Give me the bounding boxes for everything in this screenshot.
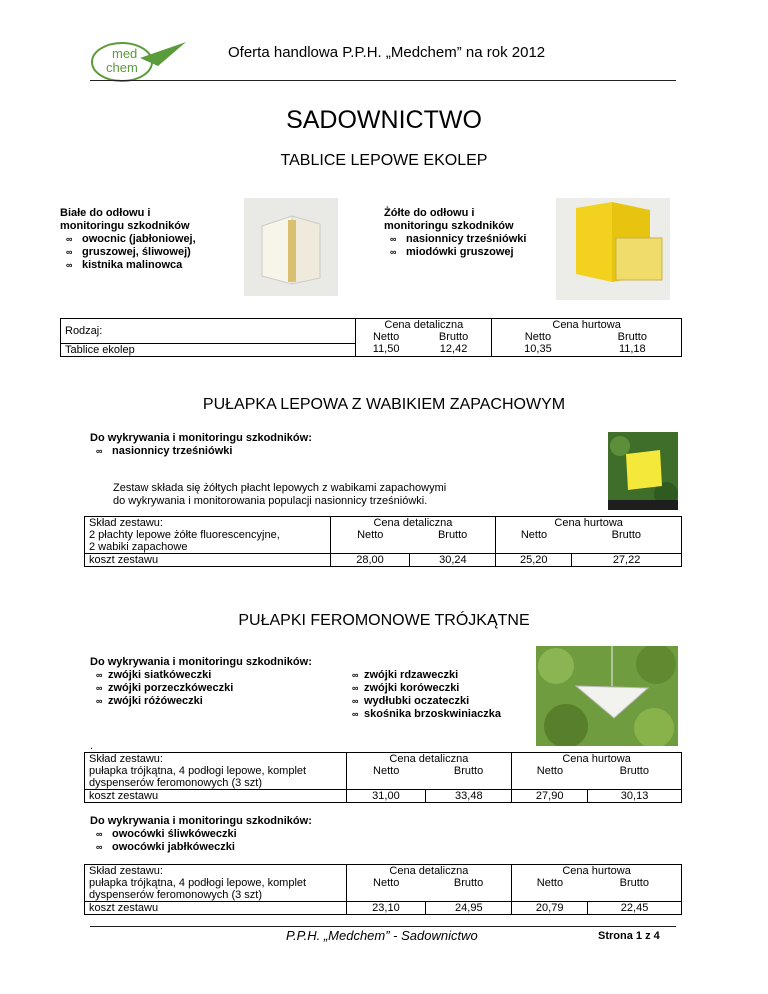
list-item: ∞ miodówki gruszowej — [384, 246, 574, 259]
koszt-label: koszt zestawu — [85, 554, 331, 567]
logo-text-chem: chem — [106, 60, 138, 75]
list-item: ∞ kistnika malinowca — [60, 259, 250, 272]
triangle-trap-price-table-2 — [84, 864, 682, 915]
sklad-label: Skład zestawu: — [85, 753, 347, 766]
wholesale-brutto-header: Brutto — [588, 877, 682, 895]
retail-label: Cena detaliczna — [356, 319, 492, 332]
footer-text: P.P.H. „Medchem” - Sadownictwo — [286, 928, 478, 943]
section-title-ekolep: TABLICE LEPOWE EKOLEP — [280, 152, 488, 169]
retail-brutto-value: 30,24 — [410, 554, 496, 567]
wholesale-netto-value: 10,35 — [492, 343, 584, 356]
footer-divider — [90, 926, 676, 927]
wholesale-brutto-header: Brutto — [572, 529, 682, 549]
wholesale-brutto-value: 30,13 — [588, 790, 682, 803]
wholesale-netto-header: Netto — [512, 877, 588, 895]
list-item: ∞ zwójki rdzaweczki — [346, 669, 536, 682]
retail-label: Cena detaliczna — [330, 517, 496, 530]
wholesale-brutto-header: Brutto — [584, 331, 682, 343]
wholesale-label: Cena hurtowa — [492, 319, 682, 332]
retail-brutto-header: Brutto — [453, 765, 484, 777]
logo-text-med: med — [112, 46, 138, 61]
retail-label: Cena detaliczna — [346, 753, 512, 766]
sticky-trap-price-table — [84, 516, 682, 567]
section-title-sticky-trap: PUŁAPKA LEPOWA Z WABIKIEM ZAPACHOWYM — [202, 396, 566, 413]
sklad-line: pułapka trójkątna, 4 podłogi lepowe, komplet — [89, 765, 307, 777]
list-item: ∞ zwójki siatkóweczki — [90, 669, 350, 682]
koszt-label: koszt zestawu — [85, 790, 347, 803]
heading-line: monitoringu szkodników — [60, 220, 190, 232]
retail-label: Cena detaliczna — [346, 865, 512, 878]
list-item: ∞ nasionnicy trześniówki — [384, 233, 574, 246]
retail-brutto-header: Brutto — [437, 529, 468, 541]
retail-netto-value: 23,10 — [346, 902, 426, 915]
sticky-trap-targets — [90, 432, 450, 458]
sklad-contents — [85, 877, 347, 902]
list-item: ∞ owocnic (jabłoniowej, — [60, 233, 250, 246]
heading-line: Białe do odłowu i — [60, 207, 151, 219]
retail-brutto-value: 24,95 — [426, 902, 512, 915]
sklad-line: 2 płachty lepowe żółte fluorescencyjne, — [89, 529, 280, 541]
list-item: ∞ nasionnicy trześniówki — [90, 445, 450, 458]
sklad-label: Skład zestawu: — [85, 517, 331, 530]
sklad-contents — [85, 529, 331, 554]
wholesale-netto-header: Netto — [512, 765, 588, 783]
koszt-label: koszt zestawu — [85, 902, 347, 915]
wholesale-brutto-header: Brutto — [588, 765, 682, 783]
heading-line: Żółte do odłowu i — [384, 207, 475, 219]
retail-brutto-value: 12,42 — [416, 343, 492, 356]
retail-brutto-value: 33,48 — [426, 790, 512, 803]
list-item: ∞ owocówki śliwkóweczki — [90, 828, 450, 841]
ekolep-white-description — [60, 207, 250, 272]
retail-netto-header: Netto — [357, 529, 384, 541]
sticky-trap-description — [113, 482, 583, 508]
header-divider — [90, 80, 676, 81]
page-title: SADOWNICTWO — [286, 106, 482, 134]
wholesale-label: Cena hurtowa — [512, 753, 682, 766]
retail-netto-value: 28,00 — [330, 554, 410, 567]
sticky-trap-photo — [608, 432, 678, 510]
header-title: Oferta handlowa P.P.H. „Medchem” na rok 2012 — [228, 44, 546, 61]
list-item: ∞ zwójki koróweczki — [346, 682, 536, 695]
triangle-targets-2 — [90, 815, 450, 854]
sklad-line: pułapka trójkątna, 4 podłogi lepowe, komplet — [89, 877, 307, 889]
sklad-line: 2 wabiki zapachowe — [89, 541, 188, 553]
triangle-targets-left — [90, 656, 350, 708]
sklad-contents — [85, 765, 347, 790]
company-logo — [88, 36, 188, 84]
wholesale-netto-value: 27,90 — [512, 790, 588, 803]
wholesale-netto-value: 25,20 — [496, 554, 572, 567]
stray-dot: . — [90, 740, 94, 752]
ekolep-yellow-description — [384, 207, 574, 259]
wholesale-brutto-value: 27,22 — [572, 554, 682, 567]
heading-line: monitoringu szkodników — [384, 220, 514, 232]
retail-netto-header: Netto — [356, 331, 416, 343]
row-name: Tablice ekolep — [61, 343, 356, 356]
retail-brutto-header: Brutto — [453, 877, 484, 889]
targets-heading: Do wykrywania i monitoringu szkodników: — [90, 432, 312, 444]
targets-heading: Do wykrywania i monitoringu szkodników: — [90, 815, 312, 827]
triangle-trap-photo — [536, 646, 678, 746]
triangle-trap-price-table-1 — [84, 752, 682, 803]
wholesale-netto-value: 20,79 — [512, 902, 588, 915]
list-item: ∞ owocówki jabłkóweczki — [90, 841, 450, 854]
page-number: Strona 1 z 4 — [598, 930, 660, 942]
wholesale-brutto-value: 11,18 — [584, 343, 682, 356]
wholesale-netto-header: Netto — [496, 529, 572, 549]
triangle-targets-right — [346, 669, 536, 721]
wholesale-netto-header: Netto — [492, 331, 584, 343]
retail-netto-header: Netto — [373, 877, 400, 889]
retail-netto-header: Netto — [373, 765, 400, 777]
rodzaj-label: Rodzaj: — [61, 319, 356, 344]
retail-netto-value: 31,00 — [346, 790, 426, 803]
description-line: Zestaw składa się żółtych płacht lepowych z wabikami zapachowymi — [113, 482, 447, 494]
sklad-label: Skład zestawu: — [85, 865, 347, 878]
sklad-line: dyspenserów feromonowych (3 szt) — [89, 889, 263, 901]
ekolep-price-table — [60, 318, 682, 357]
retail-brutto-header: Brutto — [438, 331, 469, 343]
list-item: ∞ zwójki porzeczkóweczki — [90, 682, 350, 695]
yellow-trap-photo — [556, 198, 670, 300]
list-item: ∞ skośnika brzoskwiniaczka — [346, 708, 536, 721]
description-line: do wykrywania i monitorowania populacji nasionnicy trześniówki. — [113, 495, 428, 507]
white-trap-photo — [244, 198, 338, 296]
retail-netto-value: 11,50 — [356, 343, 416, 356]
wholesale-label: Cena hurtowa — [512, 865, 682, 878]
wholesale-label: Cena hurtowa — [496, 517, 682, 530]
list-item: ∞ wydłubki oczateczki — [346, 695, 536, 708]
targets-heading: Do wykrywania i monitoringu szkodników: — [90, 656, 312, 668]
sklad-line: dyspenserów feromonowych (3 szt) — [89, 777, 263, 789]
wholesale-brutto-value: 22,45 — [588, 902, 682, 915]
list-item: ∞ zwójki różóweczki — [90, 695, 350, 708]
section-title-triangle-traps: PUŁAPKI FEROMONOWE TRÓJKĄTNE — [238, 612, 530, 629]
list-item: ∞ gruszowej, śliwowej) — [60, 246, 250, 259]
